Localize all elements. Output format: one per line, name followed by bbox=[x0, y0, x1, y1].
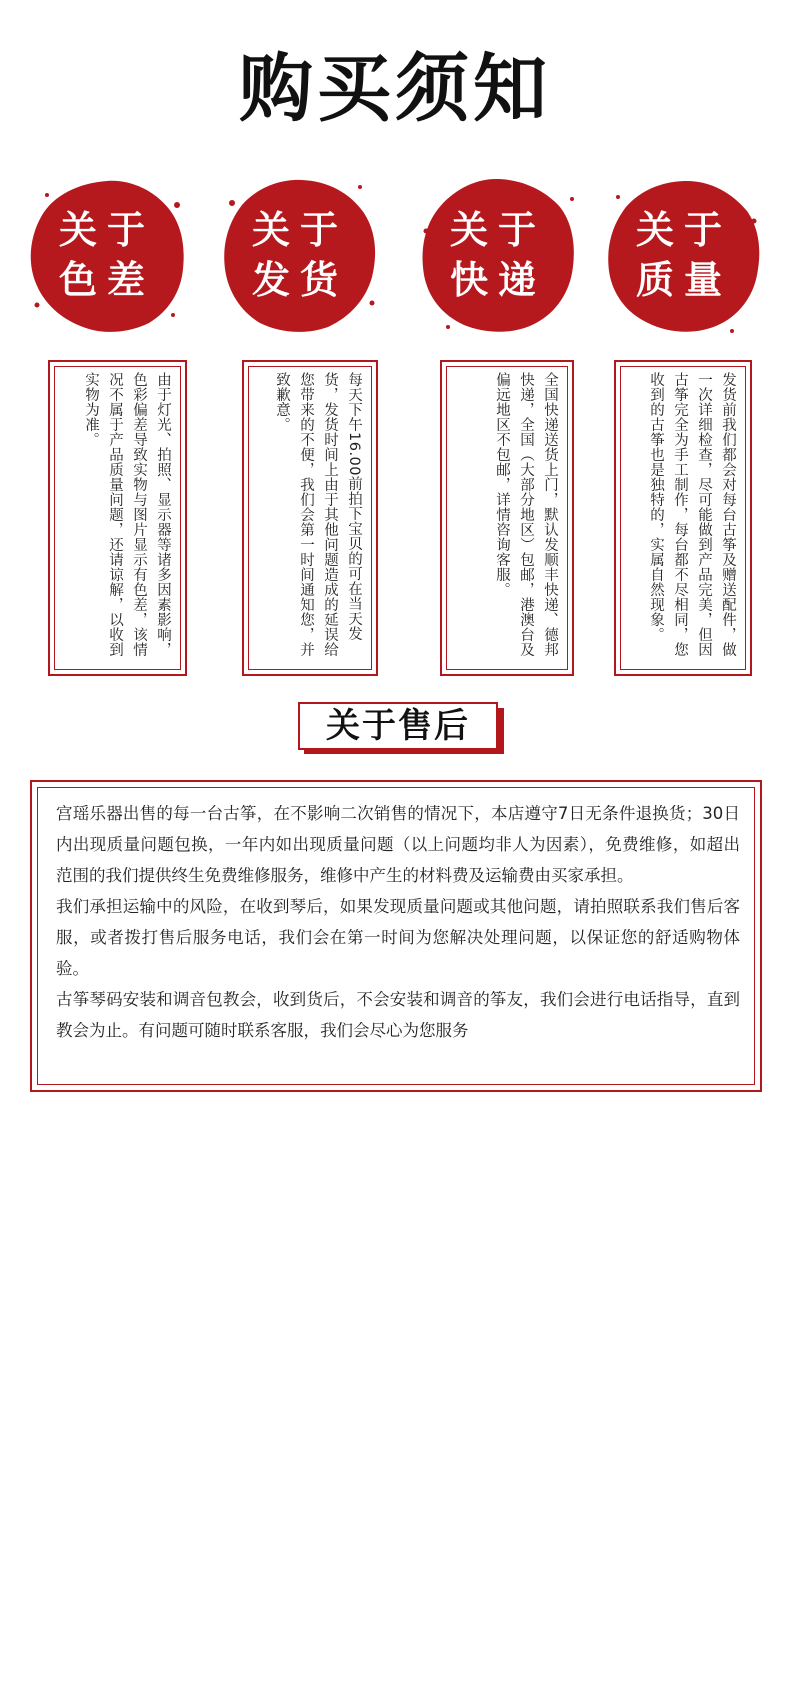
card-quality bbox=[614, 360, 752, 676]
seal-line-bottom: 发货 bbox=[251, 257, 348, 302]
after-sales-heading bbox=[298, 702, 504, 754]
seal-line-bottom: 快递 bbox=[449, 257, 546, 302]
seal-line-top: 关于 bbox=[58, 207, 155, 252]
after-sales-paragraph: 我们承担运输中的风险，在收到琴后，如果发现质量问题或其他问题，请拍照联系我们售后客服，或者拨打售后服务电话，我们会在第一时间为您解决处理问题，以保证您的舒适购物体验。 bbox=[56, 897, 740, 978]
seal-quality bbox=[604, 175, 764, 335]
after-sales-paragraph: 古筝琴码安装和调音包教会，收到货后，不会安装和调音的筝友，我们会进行电话指导，直到教会为止。有问题可随时联系客服，我们会尽心为您服务 bbox=[56, 990, 740, 1040]
section-heading-label: 关于售后 bbox=[298, 702, 498, 750]
card-delivery bbox=[440, 360, 574, 676]
seal-color-difference bbox=[22, 175, 192, 335]
after-sales-box bbox=[30, 780, 762, 1092]
after-sales-paragraph: 宫瑶乐器出售的每一台古筝，在不影响二次销售的情况下，本店遵守7日无条件退换货；30日内出现质量问题包换，一年内如出现质量问题（以上问题均非人为因素），免费维修，如超出范围的我们提供终生免费维修服务，维修中产生的材料费及运输费由买家承担。 bbox=[56, 804, 740, 885]
card-color-difference bbox=[48, 360, 187, 676]
card-text: 全国快递送货上门，默认发顺丰快递、德邦快递，全国（大部分地区）包邮，港澳台及偏远地区不包邮，详情咨询客服。 bbox=[494, 372, 558, 657]
card-text: 每天下午16.00前拍下宝贝的可在当天发货，发货时间上由于其他问题造成的延误给您带来的不便，我们会第一时间通知您，并致歉意。 bbox=[274, 372, 362, 657]
seal-delivery bbox=[418, 175, 578, 335]
seal-line-top: 关于 bbox=[251, 207, 348, 252]
seal-line-bottom: 色差 bbox=[58, 257, 155, 302]
seal-line-top: 关于 bbox=[449, 207, 546, 252]
card-shipping bbox=[242, 360, 378, 676]
seal-line-top: 关于 bbox=[635, 207, 732, 252]
seal-shipping bbox=[220, 175, 380, 335]
page-title: 购买须知 bbox=[239, 46, 551, 132]
card-text: 由于灯光、拍照、显示器等诸多因素影响，色彩偏差导致实物与图片显示有色差，该情况不属于产品质量问题，还请谅解，以收到实物为准。 bbox=[83, 372, 171, 657]
card-text: 发货前我们都会对每台古筝及赠送配件，做一次详细检查，尽可能做到产品完美，但因古筝完全为手工制作，每台都不尽相同，您收到的古筝也是独特的，实属自然现象。 bbox=[648, 372, 736, 657]
seal-line-bottom: 质量 bbox=[635, 257, 732, 302]
